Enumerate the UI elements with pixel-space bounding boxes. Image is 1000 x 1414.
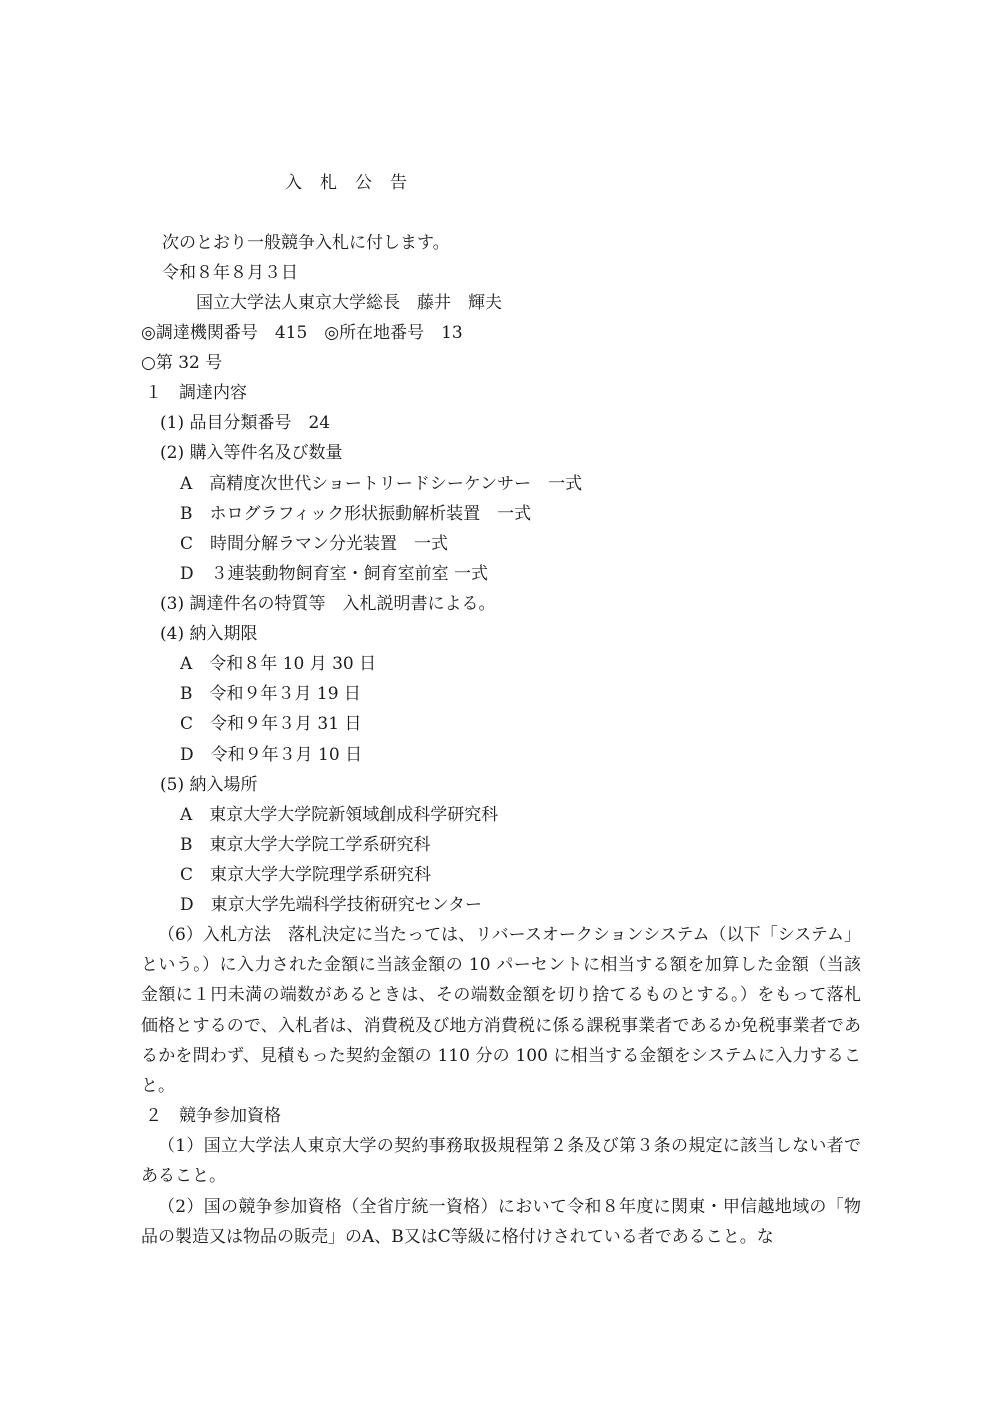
procurement-codes: ◎調達機関番号 415 ◎所在地番号 13 bbox=[141, 323, 463, 343]
section2-heading: ２ 競争参加資格 bbox=[145, 1106, 281, 1126]
notice-title: 入札公告 bbox=[285, 173, 425, 193]
item5-entry-a: A 東京大学大学院新領域創成科学研究科 bbox=[180, 805, 499, 825]
section1-item4-heading: (4) 納入期限 bbox=[160, 624, 258, 644]
section2-item2-paragraph: （2）国の競争参加資格（全省庁統一資格）において令和８年度に関東・甲信越地域の「物品の製造又は物品の販売」のA、B又はC等級に格付けされている者であること。な bbox=[141, 1197, 861, 1248]
section1-item5-heading: (5) 納入場所 bbox=[160, 775, 258, 795]
intro-text: 次のとおり一般競争入札に付します。 bbox=[162, 233, 450, 253]
item5-entry-c: C 東京大学大学院理学系研究科 bbox=[180, 865, 432, 885]
item4-entry-d: D 令和９年３月 10 日 bbox=[180, 745, 363, 765]
item4-entry-a: A 令和８年 10 月 30 日 bbox=[180, 654, 377, 674]
section1-item2-heading: (2) 購入等件名及び数量 bbox=[160, 443, 343, 463]
issuer-name: 国立大学法人東京大学総長 藤井 輝夫 bbox=[196, 293, 502, 313]
notice-number: ○第 32 号 bbox=[141, 353, 223, 373]
item2-entry-c: C 時間分解ラマン分光装置 一式 bbox=[180, 534, 449, 554]
section1-heading: １ 調達内容 bbox=[145, 383, 247, 403]
section2-item1-paragraph: （1）国立大学法人東京大学の契約事務取扱規程第２条及び第３条の規定に該当しない者であること。 bbox=[141, 1136, 861, 1187]
notice-date: 令和８年８月３日 bbox=[162, 263, 298, 283]
section1-item1: (1) 品目分類番号 24 bbox=[160, 413, 331, 433]
item5-entry-d: D 東京大学先端科学技術研究センター bbox=[180, 895, 482, 915]
item2-entry-b: B ホログラフィック形状振動解析装置 一式 bbox=[180, 504, 532, 524]
item4-entry-c: C 令和９年３月 31 日 bbox=[180, 714, 362, 734]
section1-item6-paragraph: （6）入札方法 落札決定に当たっては、リバースオークションシステム（以下「システム」という。）に入力された金額に当該金額の 10 パーセントに相当する額を加算した金額（当該金額に１円未満の端数があるときは、その端数金額を切り捨てるものとする。）をもって落札価格とするので、入札者は、消費税及び地方消費税に係る課税事業者であるか免税事業者であるかを問わず、見積もった契約金額の 110 分の 100 に相当する金額をシステムに入力すること。 bbox=[141, 925, 861, 1097]
item2-entry-a: A 高精度次世代ショートリードシーケンサー 一式 bbox=[180, 474, 583, 494]
item5-entry-b: B 東京大学大学院工学系研究科 bbox=[180, 835, 431, 855]
item2-entry-d: D ３連装動物飼育室・飼育室前室 一式 bbox=[180, 564, 489, 584]
item4-entry-b: B 令和９年３月 19 日 bbox=[180, 684, 361, 704]
section1-item3: (3) 調達件名の特質等 入札説明書による。 bbox=[160, 594, 496, 614]
